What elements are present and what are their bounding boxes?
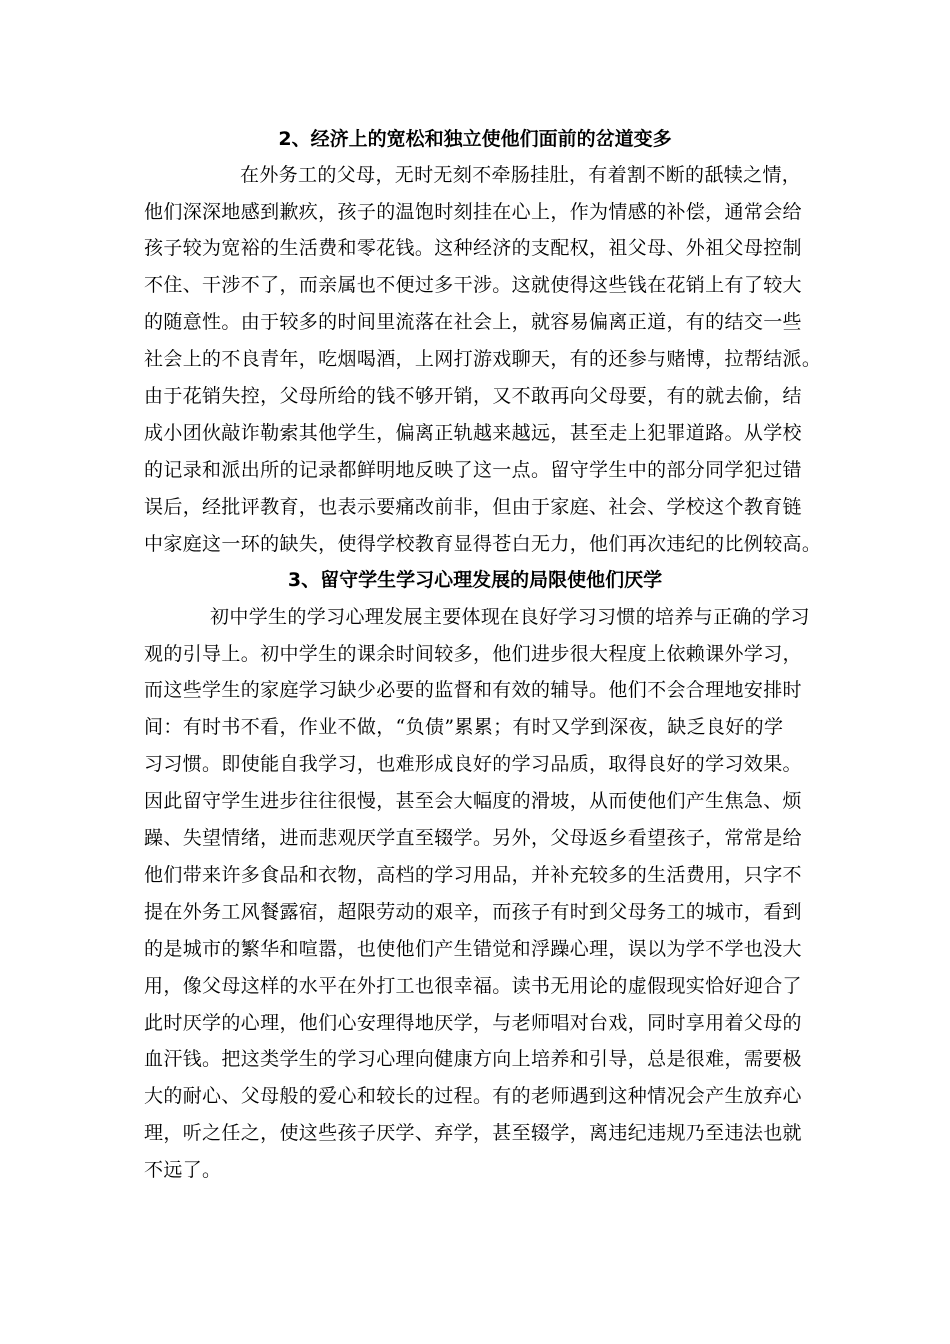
- section-3-line-14: 大的耐心、父母般的爱心和较长的过程。有的老师遇到这种情况会产生放弃心: [144, 1085, 802, 1107]
- section-3-line-12: 此时厌学的心理，他们心安理得地厌学，与老师唱对台戏，同时享用着父母的: [144, 1012, 802, 1034]
- section-3-line-11: 用，像父母这样的水平在外打工也很幸福。读书无用论的虚假现实恰好迎合了: [144, 975, 802, 997]
- section-2-line-1: 在外务工的父母，无时无刻不牵肠挂肚，有着割不断的舐犊之情，: [240, 164, 802, 186]
- section-3-line-15: 理，听之任之，使这些孩子厌学、弃学，甚至辍学，离违纪违规乃至违法也就: [144, 1122, 802, 1144]
- section-2-line-11: 中家庭这一环的缺失，使得学校教育显得苍白无力，他们再次违纪的比例较高。: [144, 533, 822, 555]
- section-3-line-7: 躁、失望情绪，进而悲观厌学直至辍学。另外，父母返乡看望孩子，常常是给: [144, 827, 802, 849]
- section-2-line-5: 的随意性。由于较多的时间里流落在社会上，就容易偏离正道，有的结交一些: [144, 311, 802, 333]
- section-2-line-9: 的记录和派出所的记录都鲜明地反映了这一点。留守学生中的部分同学犯过错: [144, 459, 802, 481]
- section-2-line-10: 误后，经批评教育，也表示要痛改前非，但由于家庭、社会、学校这个教育链: [144, 496, 802, 518]
- section-3-line-16: 不远了。: [144, 1159, 222, 1181]
- section-3-line-2: 观的引导上。初中学生的课余时间较多，他们进步很大程度上依赖课外学习，: [144, 643, 802, 665]
- section-2-line-4: 不住、干涉不了，而亲属也不便过多干涉。这就使得这些钱在花销上有了较大: [144, 274, 802, 296]
- section-3-line-8: 他们带来许多食品和衣物，高档的学习用品，并补充较多的生活费用，只字不: [144, 864, 802, 886]
- section-3-line-10: 的是城市的繁华和喧嚣，也使他们产生错觉和浮躁心理，误以为学不学也没大: [144, 938, 802, 960]
- section-3-heading: 3、留守学生学习心理发展的局限使他们厌学: [287, 569, 663, 591]
- section-2-heading: 2、经济上的宽松和独立使他们面前的岔道变多: [278, 128, 672, 150]
- section-2-line-2: 他们深深地感到歉疚，孩子的温饱时刻挂在心上，作为情感的补偿，通常会给: [144, 201, 802, 223]
- section-3-line-5: 习习惯。即使能自我学习，也难形成良好的学习品质，取得良好的学习效果。: [144, 753, 802, 775]
- section-2-line-8: 成小团伙敲诈勒索其他学生，偏离正轨越来越远，甚至走上犯罪道路。从学校: [144, 422, 802, 444]
- section-3-line-6: 因此留守学生进步往往很慢，甚至会大幅度的滑坡，从而使他们产生焦急、烦: [144, 790, 802, 812]
- section-3-line-3: 而这些学生的家庭学习缺少必要的监督和有效的辅导。他们不会合理地安排时: [144, 679, 802, 701]
- section-3-line-13: 血汗钱。把这类学生的学习心理向健康方向上培养和引导，总是很难，需要极: [144, 1048, 802, 1070]
- section-3-line-1: 初中学生的学习心理发展主要体现在良好学习习惯的培养与正确的学习: [210, 606, 810, 628]
- section-2-line-7: 由于花销失控，父母所给的钱不够开销，又不敢再向父母要，有的就去偷，结: [144, 385, 802, 407]
- section-3-line-9: 提在外务工风餐露宿，超限劳动的艰辛，而孩子有时到父母务工的城市，看到: [144, 901, 802, 923]
- section-3-line-4: 间：有时书不看，作业不做，“负债”累累；有时又学到深夜，缺乏良好的学: [144, 716, 784, 738]
- section-2-line-6: 社会上的不良青年，吃烟喝酒，上网打游戏聊天，有的还参与赌博，拉帮结派。: [144, 348, 822, 370]
- section-2-line-3: 孩子较为宽裕的生活费和零花钱。这种经济的支配权，祖父母、外祖父母控制: [144, 237, 802, 259]
